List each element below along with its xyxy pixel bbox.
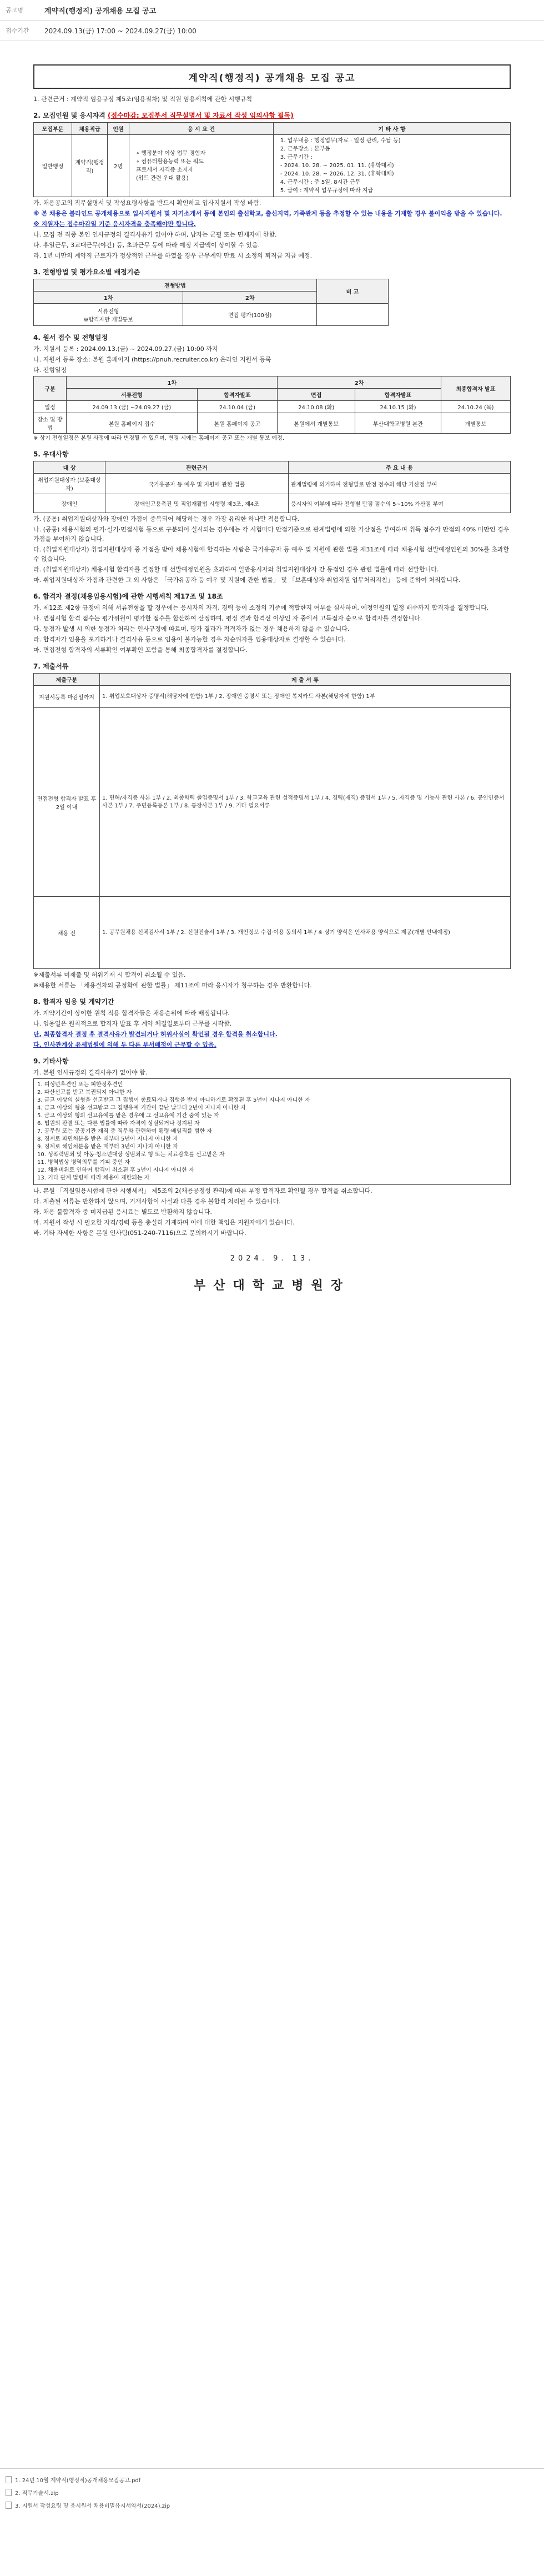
section-8-title: 8. 합격자 임용 및 계약기간 <box>33 998 114 1006</box>
th-pass-1: 합격자발표 <box>197 389 278 401</box>
s5-b: 나. (공통) 채용시험의 필기·실기·면접시험 등으로 구분되어 실시되는 경우에는 각 시험마다 만점기준으로 관계법령에 의한 가산점을 부여하며 취득 점수가 만점의 40% 미만인 경우 가점을 부여하지 않습니다. <box>33 526 510 543</box>
etc-line: 3. 근무기간 : <box>280 154 313 160</box>
notice-period-row <box>0 21 544 41</box>
s9-f: 바. 기타 자세한 사항은 본원 인사팀(051-240-7116)으로 문의하시기 바랍니다. <box>33 1229 246 1237</box>
place-cell: 본원 홈페이지 공고 <box>197 413 278 434</box>
s4-b: 나. 지원서 등록 장소: 본원 홈페이지 (https://pnuh.recruiter.co.kr) 온라인 지원서 등록 <box>33 356 271 363</box>
th-dept: 모집부문 <box>34 123 72 135</box>
etc-line: 4. 근무시간 : 주 5일, 8시간 근무 <box>280 179 361 185</box>
schedule-cell: 24.10.08 (화) <box>278 401 355 413</box>
s5-a: 가. (공통) 취업지원대상자와 장애인 가점이 중복되어 해당하는 경우 가장 유리한 하나만 적용합니다. <box>33 515 300 523</box>
s5-d: 라. (취업지원대상자) 채용시험 합격자를 결정할 때 선발예정인원을 초과하여 일반응시자와 취업지원대상자 간 동점인 경우 관련 법률에 따라 선발합니다. <box>33 566 439 573</box>
th-count: 인원 <box>108 123 129 135</box>
cell-dept: 일반행정 <box>34 135 72 197</box>
submit-docs: 1. 공무원채용 신체검사서 1부 / 2. 신원진술서 1부 / 3. 개인정보 수집·이용 동의서 1부 / ※ 상기 양식은 인사채용 양식으로 제공(개별 안내예정) <box>100 897 511 969</box>
stage-1-note: ※합격자만 개별통보 <box>83 317 133 323</box>
s6-a: 가. 제12조 제2항 규정에 의해 서류전형을 할 경우에는 응시자의 자격, 경력 등이 소정의 기준에 적합한지 여부를 심사하며, 예정인원의 일정 배수까지 합격자를 결정합니다. <box>33 604 489 611</box>
s6-b: 나. 면접시험 합격 점수는 평가위원이 평가한 점수를 합산하여 산정하며, 평정 결과 합격선 이상인 자 중에서 고득점자 순으로 합격자를 결정합니다. <box>33 615 422 622</box>
s2-a: 가. 채용공고의 직무설명서 및 작성요령사항을 반드시 확인하고 입사지원서 작성 바람. <box>33 199 261 207</box>
th-stage-2: 2차 <box>183 292 317 304</box>
s4-a <box>33 344 511 354</box>
file-icon <box>6 2489 12 2496</box>
th-submit-type: 제출구분 <box>34 674 100 686</box>
disq-item: 6. 법원의 판결 또는 다른 법률에 따라 자격이 상실되거나 정지된 자 <box>37 1121 200 1127</box>
disq-item: 1. 피성년후견인 또는 피한정후견인 <box>37 1082 123 1088</box>
attachment-name[interactable]: 1. 24년 10월 계약직(행정직)공개채용모집공고.pdf <box>15 2478 141 2484</box>
cell-etc <box>273 135 510 197</box>
cell-remark <box>317 304 389 326</box>
req-line: ∘ 행정분야 이상 업무 경험자 <box>136 150 206 157</box>
th-div: 구분 <box>34 376 67 401</box>
th-etc: 기 타 사 항 <box>273 123 510 135</box>
s4-c: 다. 전형일정 <box>33 366 67 374</box>
s8-c: 단, 최종합격자 결정 후 결격사유가 발견되거나 허위사실이 확인될 경우 합격을 취소합니다. <box>33 1031 278 1038</box>
disq-item: 9. 징계로 해임처분을 받은 때부터 3년이 지나지 아니한 자 <box>37 1144 178 1150</box>
th-final: 최종합격자 발표 <box>441 376 510 401</box>
period-label: 접수기간 <box>6 27 29 34</box>
row-place-label: 장소 및 방법 <box>34 413 67 434</box>
th-pass-2: 합격자발표 <box>355 389 441 401</box>
etc-line: - 2024. 10. 28. ~ 2026. 12. 31. (휴학대체) <box>280 171 394 177</box>
notice-title-row <box>0 0 544 21</box>
disq-item: 12. 채용비위로 인하여 합격이 취소된 후 5년이 지나지 아니한 자 <box>37 1167 194 1173</box>
schedule-table <box>33 376 511 434</box>
submit-docs: 1. 면허/자격증 사본 1부 / 2. 최종학력 졸업증명서 1부 / 3. 학교교육 관련 성적증명서 1부 / 4. 경력(재직) 증명서 1부 / 5. 자격증 및 기능사 관련 사본 / 6. 공인인증서 사본 1부 / 7. 주민등록등본 1부 / 8. 통장사본 1부 / 9. 기타 필요서류 <box>100 708 511 897</box>
s2-e: 다. 휴일근무, 3교대근무(야간) 등, 초과근무 등에 따라 예정 지급액이 상이할 수 있음. <box>33 242 260 249</box>
disq-item: 8. 징계로 파면처분을 받은 때부터 5년이 지나지 아니한 자 <box>37 1136 178 1142</box>
th-method: 전형방법 <box>34 279 317 292</box>
notice-title: 계약직(행정직) 공개채용 모집 공고 <box>44 7 157 16</box>
s8-b: 나. 임용일은 원칙적으로 합격자 발표 후 계약 체결일로부터 근무를 시작함. <box>33 1020 232 1027</box>
s8-d: 다. 인사관계상 유세법원에 의해 두 다른 부서배정이 근무할 수 있음. <box>33 1041 216 1048</box>
section-6-title: 6. 합격자 결정(채용임용시험)에 관한 시행세칙 제17조 및 18조 <box>33 592 223 600</box>
attachment-name[interactable]: 2. 직무기술서.zip <box>15 2490 59 2497</box>
section-5-title: 5. 우대사항 <box>33 450 69 458</box>
cell-stage-1 <box>34 304 183 326</box>
issuer-signature: 부산대학교병원장 <box>193 1279 351 1293</box>
th-submit-docs: 제 출 서 류 <box>100 674 511 686</box>
section-4-title: 4. 원서 접수 및 전형일정 <box>33 334 108 342</box>
section-3-title: 3. 전형방법 및 평가요소별 배점기준 <box>33 268 140 276</box>
submit-type: 지원서등록 마감일까지 <box>34 686 100 708</box>
s6-d: 라. 합격자가 임용을 포기하거나 결격사유 등으로 임용이 불가능한 경우 차순위자를 임용대상자로 결정할 수 있습니다. <box>33 636 346 643</box>
s9-d: 라. 채용 불합격자 중 미지급된 응시료는 별도로 반환하지 않습니다. <box>33 1208 212 1216</box>
attachment-item[interactable] <box>0 2486 544 2499</box>
cell-grade: 계약직(행정직) <box>72 135 108 197</box>
s2-b: ※ 본 채용은 블라인드 공개채용으로 입사지원서 및 자기소개서 등에 본인의 출신학교, 출신지역, 가족관계 등을 추정할 수 있는 내용을 기재할 경우 불이익을 받을 수 있습니다. <box>33 210 502 217</box>
s7-note-b: ※채용한 서류는 「채용절차의 공정화에 관한 법률」 제11조에 따라 응시자가 청구하는 경우 반환합니다. <box>33 982 312 989</box>
pref-target: 취업지원대상자 (보훈대상자) <box>34 474 105 494</box>
submit-type: 면접전형 합격자 발표 후 2일 이내 <box>34 708 100 897</box>
disqualification-box <box>33 1078 511 1185</box>
s6-c: 다. 동점자 발생 시 의한 동점자 처리는 인사규정에 따르며, 평가 결과가 적격자가 없는 경우 채용하지 않을 수 있습니다. <box>33 625 350 632</box>
s2-f: 라. 1년 미만의 계약직 근로자가 정상적인 근무를 하였을 경우 근무계약 만료 시 소정의 퇴직금 지급 예정. <box>33 252 313 259</box>
s4-a-text: 가. 지원서 등록 : 2024.09.13.(금) ~ 2024.09.27.(금) 10:00 까지 <box>33 345 218 353</box>
stage-1-method: 서류전형 <box>97 308 119 315</box>
schedule-cell: 24.10.15 (화) <box>355 401 441 413</box>
s5-c: 다. (취업지원대상자) 취업지원대상자 중 가점을 받아 채용시험에 합격하는 사람은 국가유공자 등 예우 및 지원에 관한 법률 제31조에 따라 채용시험 선발예정인원의 30%를 초과할 수 없습니다. <box>33 546 510 563</box>
disq-item: 5. 금고 이상의 형의 선고유예를 받은 경우에 그 선고유예 기간 중에 있는 자 <box>37 1113 219 1119</box>
pref-target: 장애인 <box>34 494 105 513</box>
notice-document <box>33 56 511 2443</box>
req-line: ∘ 컴퓨터활용능력 또는 워드 <box>136 158 204 165</box>
th-content: 주 요 내 용 <box>288 461 510 474</box>
cell-count: 2명 <box>108 135 129 197</box>
section-7-title: 7. 제출서류 <box>33 662 69 670</box>
etc-line: 2. 근무장소 : 본부동 <box>280 146 330 152</box>
disq-item: 2. 파산선고를 받고 복권되지 아니한 자 <box>37 1089 132 1096</box>
attachment-name[interactable]: 3. 지원서 작성요령 및 응시원서 채용비밀유지서약서(2024).zip <box>15 2503 170 2509</box>
section-2-heading: 2. 모집인원 및 응시자격 <box>33 112 105 119</box>
s9-a: 가. 본원 인사규정의 결격사유가 없어야 함. <box>33 1069 148 1076</box>
section-2-title <box>33 111 511 120</box>
file-icon <box>6 2476 12 2483</box>
s9-b: 나. 본원 「직원임용시험에 관한 시행세칙」 제5조의 2(채용공정성 관리)에 따른 부정 합격자로 확인될 경우 합격을 취소합니다. <box>33 1187 372 1194</box>
place-cell: 개별통보 <box>441 413 510 434</box>
disq-item: 3. 금고 이상의 실형을 선고받고 그 집행이 종료되거나 집행을 받지 아니하기로 확정된 후 5년이 지나지 아니한 자 <box>37 1097 310 1103</box>
req-line: (워드 관련 우대 활용) <box>136 175 189 182</box>
etc-line: 5. 급여 : 계약직 업무규정에 따라 지급 <box>280 188 374 194</box>
recruit-table <box>33 122 511 197</box>
s2-d: 나. 모집 전 직종 본인 인사규정의 결격사유가 없어야 하며, 남자는 군필 또는 면제자에 한함. <box>33 231 277 238</box>
schedule-cell: 24.10.24 (목) <box>441 401 510 413</box>
pref-basis: 장애인고용촉진 및 직업재활법 시행령 제3조, 제4조 <box>105 494 289 513</box>
th-docs: 서류전형 <box>67 389 198 401</box>
section-1: 1. 관련근거 : 계약직 임용규정 제5조(임용절차) 및 직원 임용세칙에 관한 시행규칙 <box>33 96 253 103</box>
title-label: 공고명 <box>6 7 23 14</box>
th-remark: 비 고 <box>317 279 389 304</box>
submit-type: 채용 전 <box>34 897 100 969</box>
place-cell: 본원 홈페이지 접수 <box>67 413 198 434</box>
disq-item: 13. 기타 관계 법령에 따라 채용이 제한되는 자 <box>37 1175 150 1181</box>
row-schedule-label: 일정 <box>34 401 67 413</box>
pref-content: 관계법령에 의거하여 전형별로 만점 점수의 해당 가산점 부여 <box>288 474 510 494</box>
s2-c: ※ 지원자는 접수마감일 기준 응시자격을 충족해야만 합니다. <box>33 220 196 228</box>
disq-item: 10. 성폭력범죄 및 아동·청소년대상 성범죄로 형 또는 치료감호를 선고받은 자 <box>37 1152 225 1158</box>
notice-period: 2024.09.13(금) 17:00 ~ 2024.09.27(금) 10:00 <box>44 27 197 35</box>
th-interview: 면접 <box>278 389 355 401</box>
s4-note: ※ 상기 전형일정은 본원 사정에 따라 변경될 수 있으며, 변경 시에는 홈페이지 공고 또는 개별 통보 예정. <box>33 435 284 441</box>
s6-e: 마. 면접전형 합격자의 서류확인 여부확인 포함을 통해 최종합격자를 결정합니다. <box>33 646 248 654</box>
th-stage-1: 1차 <box>34 292 183 304</box>
submit-docs: 1. 취업보호대상자 증명서(해당자에 한함) 1부 / 2. 장애인 증명서 또는 장애인 복지카드 사본(해당자에 한함) 1부 <box>100 686 511 708</box>
th-grade: 채용직급 <box>72 123 108 135</box>
s9-e: 마. 지원서 작성 시 필요한 자격/경력 등을 충실히 기재하며 이에 대한 책임은 지원자에게 있습니다. <box>33 1219 295 1226</box>
s7-note-a: ※제출서류 미제출 및 허위기재 시 합격이 취소될 수 있음. <box>33 971 186 978</box>
place-cell: 본원에서 개별통보 <box>278 413 355 434</box>
cell-stage-2: 면접 평가(100점) <box>183 304 317 326</box>
disq-item: 7. 공무원 또는 공공기관 재직 중 직무와 관련하여 횡령·배임죄를 범한 자 <box>37 1128 212 1134</box>
req-line: 프로세서 자격증 소지자 <box>136 167 193 173</box>
s9-c: 다. 제출된 서류는 반환하지 않으며, 기재사항이 사실과 다를 경우 불합격 처리될 수 있습니다. <box>33 1198 281 1205</box>
th-target: 대 상 <box>34 461 105 474</box>
cell-req <box>129 135 274 197</box>
place-cell: 부산대학교병원 본관 <box>355 413 441 434</box>
schedule-cell: 24.10.04 (금) <box>197 401 278 413</box>
th-req: 응 시 요 건 <box>129 123 274 135</box>
attachment-list <box>0 2468 544 2512</box>
s8-a: 가. 계약기간이 상이한 원칙 적용 합격자들은 채용순위에 따라 배정됩니다. <box>33 1010 230 1017</box>
th-basis: 관련근거 <box>105 461 289 474</box>
section-9-title: 9. 기타사항 <box>33 1057 69 1065</box>
etc-line: 1. 업무내용 : 행정업무(자료 · 일정 관리, 수납 등) <box>280 138 401 144</box>
section-2-note: (접수마감: 모집부서 직무설명서 및 자료서 작성 임의사항 필독) <box>107 112 294 119</box>
s5-e: 마. 취업지원대상자 가점과 관련한 그 외 사항은 「국가유공자 등 예우 및 지원에 관한 법률」 및 「보훈대상자 취업지원 업무처리지침」 등에 준하여 처리합니다. <box>33 576 461 584</box>
notice-date: 2024. 9. 13. <box>230 1254 314 1263</box>
disq-item: 4. 금고 이상의 형을 선고받고 그 집행유예 기간이 끝난 날부터 2년이 지나지 아니한 자 <box>37 1105 246 1111</box>
th-round-2: 2차 <box>278 376 441 389</box>
preference-table <box>33 461 511 513</box>
document-heading: 계약직(행정직) 공개채용 모집 공고 <box>33 64 511 89</box>
selection-table <box>33 279 389 326</box>
schedule-cell: 24.09.13 (금) ~24.09.27 (금) <box>67 401 198 413</box>
pref-basis: 국가유공자 등 예우 및 지원에 관한 법률 <box>105 474 289 494</box>
attachment-item[interactable] <box>0 2499 544 2512</box>
file-icon <box>6 2502 12 2509</box>
documents-table <box>33 673 511 969</box>
pref-content: 응시자의 여부에 따라 전형별 만점 점수의 5~10% 가산점 부여 <box>288 494 510 513</box>
th-round-1: 1차 <box>67 376 278 389</box>
attachment-item[interactable] <box>0 2473 544 2486</box>
etc-line: - 2024. 10. 28. ~ 2025. 01. 11. (휴학대체) <box>280 163 394 169</box>
disq-item: 11. 병역법상 병역의무를 기피 중인 자 <box>37 1159 130 1166</box>
